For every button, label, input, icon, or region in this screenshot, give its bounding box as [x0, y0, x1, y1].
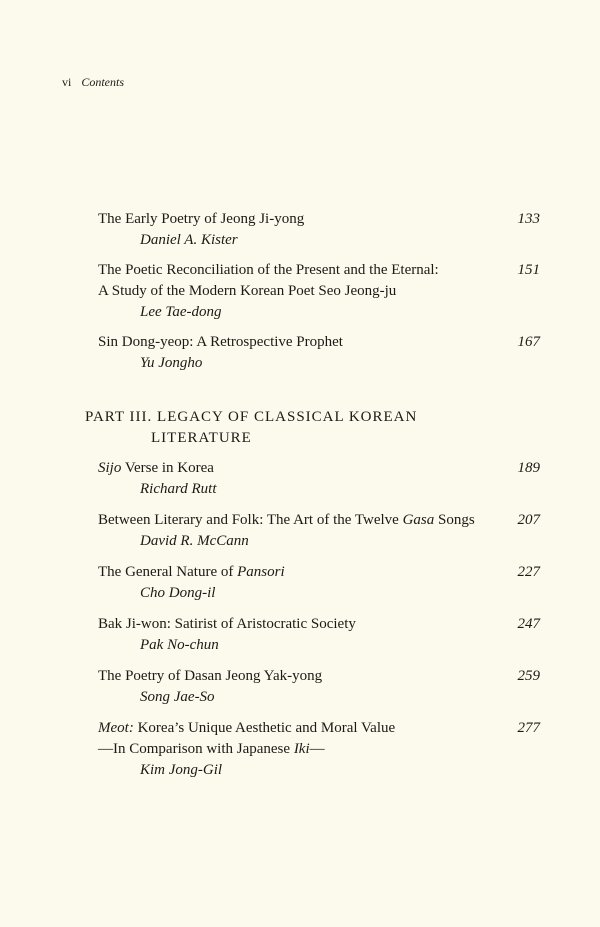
entry-page: 277 [517, 720, 540, 736]
title-text: Korea’s Unique Aesthetic and Moral Value [133, 720, 396, 736]
entry-author: Yu Jongho [140, 355, 203, 371]
entry-title [98, 562, 540, 583]
entry-author: Richard Rutt [140, 481, 217, 497]
title-italic: Meot: [98, 720, 134, 736]
entry-page: 167 [517, 334, 540, 350]
toc-entry[interactable] [98, 510, 540, 552]
toc-entry[interactable] [98, 260, 540, 323]
entry-subtitle: A Study of the Modern Korean Poet Seo Jeong-ju [98, 283, 397, 299]
toc-entry[interactable] [98, 209, 540, 251]
title-italic: Gasa [402, 512, 435, 528]
entry-title: Sin Dong-yeop: A Retrospective Prophet [98, 334, 343, 350]
entry-author: Kim Jong-Gil [140, 762, 223, 778]
entry-title: Bak Ji-won: Satirist of Aristocratic Society [98, 616, 356, 632]
entry-title [98, 718, 540, 739]
running-header [62, 75, 124, 90]
entry-title [98, 458, 540, 479]
entry-title: The Poetry of Dasan Jeong Yak-yong [98, 668, 323, 684]
title-italic: Pansori [237, 564, 285, 580]
entry-author: Cho Dong-il [140, 585, 216, 601]
entry-page: 133 [517, 211, 540, 227]
subtitle-italic: Iki [293, 741, 310, 757]
toc-entry[interactable] [98, 332, 540, 374]
entry-page: 247 [517, 616, 540, 632]
subtitle-text: — [309, 741, 325, 757]
title-text: The General Nature of [98, 564, 238, 580]
entry-page: 207 [517, 512, 540, 528]
entry-page: 259 [517, 668, 540, 684]
entry-page: 189 [517, 460, 540, 476]
entry-title: The Early Poetry of Jeong Ji-yong [98, 211, 305, 227]
entry-subtitle [98, 739, 540, 760]
running-title: Contents [81, 75, 125, 89]
entry-title [98, 510, 540, 531]
part-title-line2: LITERATURE [151, 430, 252, 446]
part-title-line1: LEGACY OF CLASSICAL KOREAN [157, 409, 418, 425]
entry-author: David R. McCann [140, 533, 249, 549]
title-italic: Sijo [98, 460, 122, 476]
subtitle-text: —In Comparison with Japanese [98, 741, 294, 757]
toc-entry[interactable] [98, 666, 540, 708]
entry-page: 227 [517, 564, 540, 580]
entry-page: 151 [517, 262, 540, 278]
entry-author: Lee Tae-dong [140, 304, 222, 320]
title-text: Verse in Korea [121, 460, 214, 476]
title-text: Songs [434, 512, 475, 528]
entry-title: The Poetic Reconciliation of the Present and the Eternal: [98, 262, 439, 278]
toc-entry[interactable] [98, 458, 540, 500]
toc-entry[interactable] [98, 562, 540, 604]
toc-entry[interactable] [98, 718, 540, 781]
toc-entry[interactable] [98, 614, 540, 656]
part-label: PART III. [85, 409, 153, 425]
title-text: Between Literary and Folk: The Art of the Twelve [98, 512, 403, 528]
page-folio: vi [62, 75, 72, 89]
entry-author: Song Jae-So [140, 689, 215, 705]
entry-author: Daniel A. Kister [140, 232, 238, 248]
part-heading [85, 407, 417, 449]
entry-author: Pak No-chun [140, 637, 219, 653]
